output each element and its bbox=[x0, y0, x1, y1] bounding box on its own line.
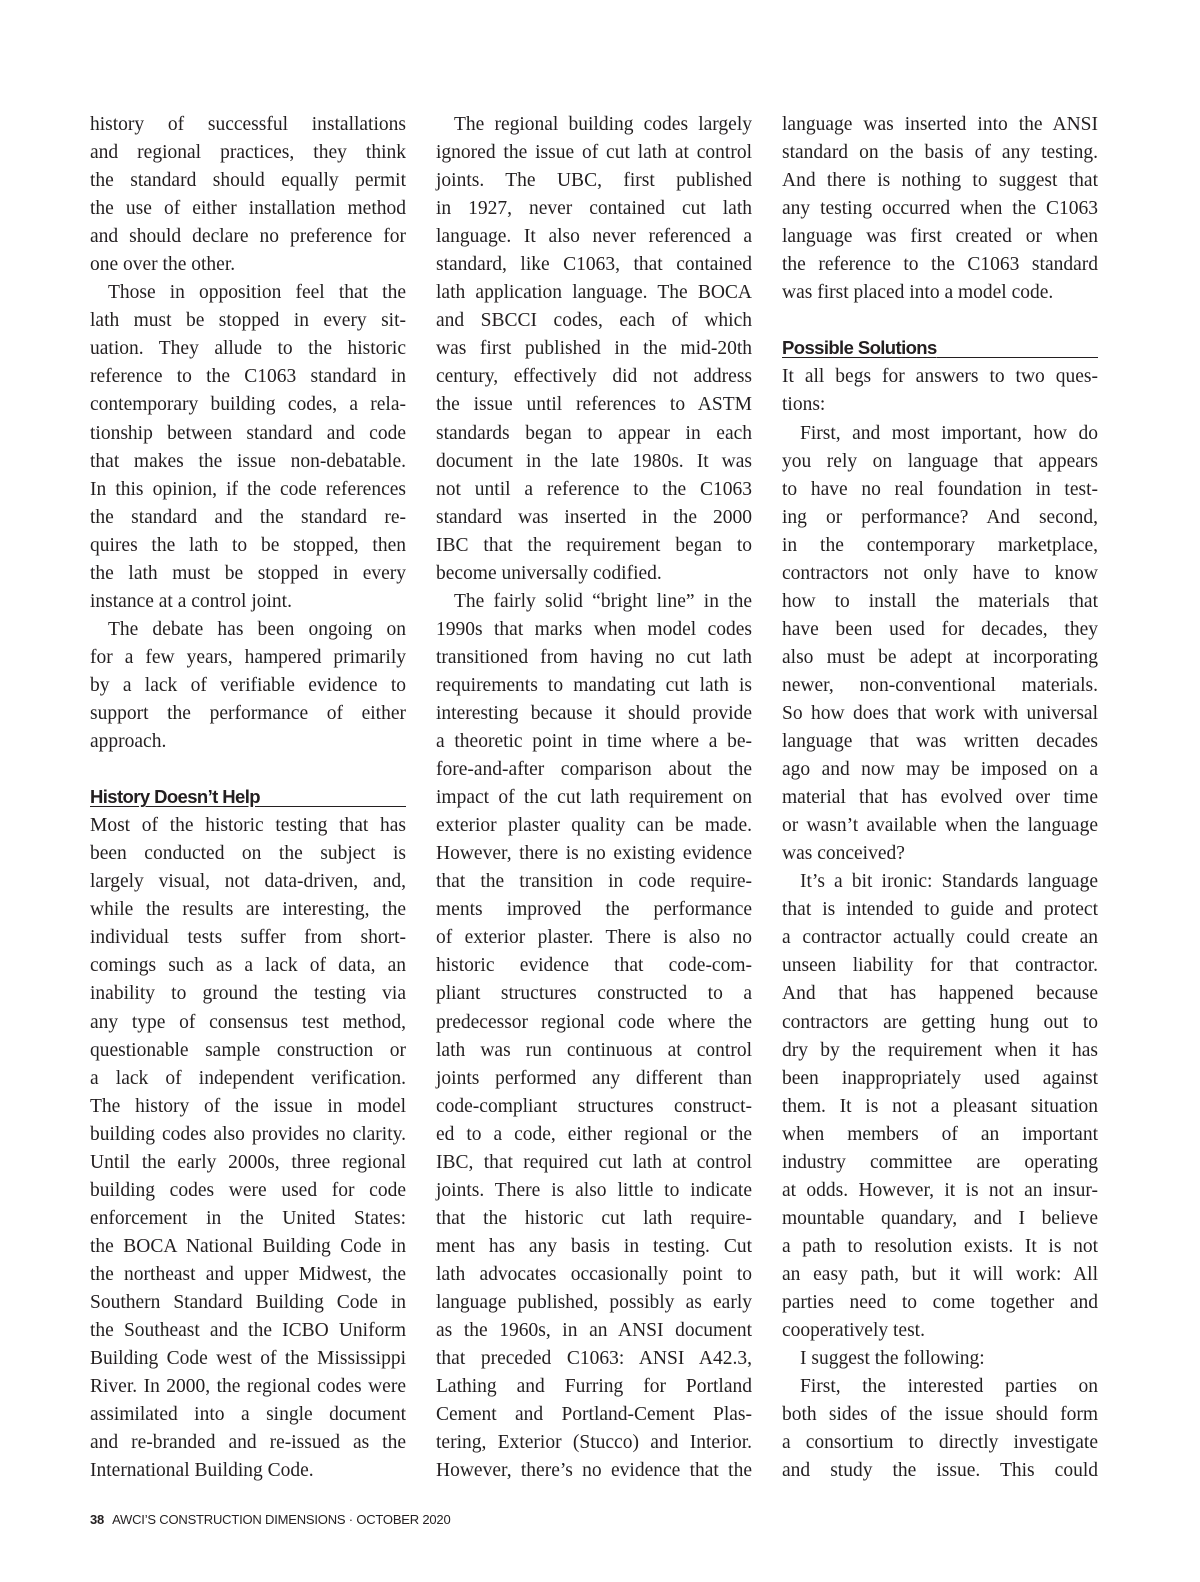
text-line bbox=[436, 448, 752, 476]
text-line bbox=[436, 644, 752, 672]
text-line-content: contemporary building codes, a rela- bbox=[90, 394, 406, 416]
text-line bbox=[436, 1317, 752, 1345]
text-line bbox=[436, 195, 752, 223]
text-line-content: Until the early 2000s, three regional bbox=[90, 1151, 406, 1173]
text-line bbox=[90, 1401, 406, 1429]
text-line bbox=[436, 1065, 752, 1093]
text-line bbox=[782, 139, 1098, 167]
text-line-content: cooperatively test. bbox=[782, 1320, 925, 1342]
text-line-content: was conceived? bbox=[782, 843, 905, 865]
text-line bbox=[436, 980, 752, 1008]
text-line-content: First, the interested parties on bbox=[800, 1376, 1098, 1398]
text-line bbox=[436, 672, 752, 700]
text-line bbox=[436, 420, 752, 448]
text-column-1 bbox=[90, 111, 406, 1485]
text-line bbox=[90, 223, 406, 251]
text-line bbox=[436, 1429, 752, 1457]
text-line-content: the lath must be stopped in every bbox=[90, 562, 406, 584]
text-line bbox=[436, 1009, 752, 1037]
text-line-content: in 1927, never contained cut lath bbox=[436, 198, 752, 220]
text-line bbox=[90, 1205, 406, 1233]
text-line bbox=[90, 896, 406, 924]
text-line-content: that is intended to guide and protect bbox=[782, 899, 1098, 921]
text-line bbox=[436, 307, 752, 335]
text-line bbox=[436, 784, 752, 812]
text-line-content: history of successful installations bbox=[90, 114, 406, 135]
text-line bbox=[436, 560, 752, 588]
text-line-content: industry committee are operating bbox=[782, 1151, 1098, 1173]
text-line bbox=[782, 616, 1098, 644]
text-line-content: joints performed any different than bbox=[436, 1067, 752, 1089]
text-line-content: joints. There is also little to indicate bbox=[436, 1179, 752, 1201]
text-line-content: individual tests suffer from short- bbox=[90, 927, 406, 949]
text-line bbox=[782, 644, 1098, 672]
text-line-content: requirements to mandating cut lath is bbox=[436, 674, 752, 696]
text-line-content: language. It also never referenced a bbox=[436, 226, 752, 248]
text-line bbox=[90, 1177, 406, 1205]
text-line bbox=[782, 111, 1098, 139]
text-line-content: become universally codified. bbox=[436, 562, 662, 584]
text-line-content: have been used for decades, they bbox=[782, 618, 1098, 640]
text-line-content: one over the other. bbox=[90, 254, 236, 276]
text-line-content: ments improved the performance bbox=[436, 899, 752, 921]
text-line-content: the issue until references to ASTM bbox=[436, 394, 752, 416]
text-line-content: instance at a control joint. bbox=[90, 590, 292, 612]
text-line-content: the standard should equally permit bbox=[90, 170, 406, 192]
text-line bbox=[436, 391, 752, 419]
text-line-content: interesting because it should provide bbox=[436, 702, 752, 724]
text-line bbox=[90, 1093, 406, 1121]
text-line bbox=[782, 1373, 1098, 1401]
text-line-content: assimilated into a single document bbox=[90, 1404, 406, 1426]
text-column-2 bbox=[436, 111, 752, 1485]
text-line-content: while the results are interesting, the bbox=[90, 899, 406, 921]
text-line-content: the Southeast and the ICBO Uniform bbox=[90, 1320, 406, 1342]
text-line-content: an easy path, but it will work: All bbox=[782, 1263, 1098, 1285]
text-line-content: lath was run continuous at control bbox=[436, 1039, 752, 1061]
text-line bbox=[90, 1345, 406, 1373]
text-line bbox=[436, 1457, 752, 1485]
text-line-content: Southern Standard Building Code in bbox=[90, 1291, 406, 1313]
text-line-content: as the 1960s, in an ANSI document bbox=[436, 1320, 752, 1342]
text-line-content: code-compliant structures construct- bbox=[436, 1095, 752, 1117]
text-line-content: tering, Exterior (Stucco) and Interior. bbox=[436, 1432, 752, 1454]
text-line bbox=[782, 588, 1098, 616]
text-line bbox=[782, 1065, 1098, 1093]
text-line bbox=[782, 1401, 1098, 1429]
text-line bbox=[90, 279, 406, 307]
text-line bbox=[436, 756, 752, 784]
text-line bbox=[90, 307, 406, 335]
text-line-content: material that has evolved over time bbox=[782, 787, 1098, 809]
text-line-content: enforcement in the United States: bbox=[90, 1207, 406, 1229]
text-line-content: when members of an important bbox=[782, 1123, 1098, 1145]
text-line bbox=[782, 448, 1098, 476]
text-line bbox=[782, 700, 1098, 728]
text-line-content: was first published in the mid-20th bbox=[436, 338, 752, 360]
text-line bbox=[782, 672, 1098, 700]
text-line-content: dry by the requirement when it has bbox=[782, 1039, 1098, 1061]
text-line-content: contractors are getting hung out to bbox=[782, 1011, 1098, 1033]
text-line-content: standard on the basis of any testing. bbox=[782, 142, 1098, 164]
text-line-content: inability to ground the testing via bbox=[90, 983, 406, 1005]
text-line bbox=[436, 504, 752, 532]
text-line-content: comings such as a lack of data, an bbox=[90, 955, 406, 977]
text-line bbox=[90, 1317, 406, 1345]
text-line bbox=[436, 1121, 752, 1149]
text-line-content: that preceded C1063: ANSI A42.3, bbox=[436, 1348, 752, 1370]
text-line-content: ignored the issue of cut lath at control bbox=[436, 142, 752, 164]
text-line bbox=[90, 1373, 406, 1401]
text-line bbox=[436, 868, 752, 896]
text-line-content: It all begs for answers to two ques- bbox=[782, 366, 1098, 388]
text-line bbox=[782, 391, 1098, 419]
text-line bbox=[782, 896, 1098, 924]
text-line bbox=[90, 448, 406, 476]
text-line bbox=[90, 1261, 406, 1289]
text-line-content: building codes also provides no clarity. bbox=[90, 1123, 406, 1145]
text-line-content: impact of the cut lath requirement on bbox=[436, 787, 752, 809]
text-line-content: standards began to appear in each bbox=[436, 422, 752, 444]
text-line bbox=[782, 476, 1098, 504]
text-line-content: standard, like C1063, that contained bbox=[436, 254, 752, 276]
text-line bbox=[90, 644, 406, 672]
text-line bbox=[436, 952, 752, 980]
text-line bbox=[782, 1261, 1098, 1289]
text-line-content: how to install the materials that bbox=[782, 590, 1098, 612]
text-line bbox=[90, 532, 406, 560]
text-line bbox=[436, 223, 752, 251]
section-heading bbox=[90, 784, 406, 812]
text-line bbox=[782, 868, 1098, 896]
text-line-content: parties need to come together and bbox=[782, 1291, 1098, 1313]
text-line-content: that makes the issue non-debatable. bbox=[90, 450, 406, 472]
text-line-content: exterior plaster quality can be made. bbox=[436, 815, 752, 837]
text-line-content: lath advocates occasionally point to bbox=[436, 1263, 752, 1285]
text-line-content: Cement and Portland-Cement Plas- bbox=[436, 1404, 752, 1426]
text-line bbox=[90, 840, 406, 868]
text-line-content: and regional practices, they think bbox=[90, 142, 406, 164]
text-line-content: by a lack of verifiable evidence to bbox=[90, 674, 406, 696]
text-line bbox=[436, 139, 752, 167]
text-line bbox=[90, 924, 406, 952]
text-line bbox=[782, 812, 1098, 840]
text-line-content: I suggest the following: bbox=[800, 1348, 985, 1370]
text-line bbox=[436, 700, 752, 728]
page-footer bbox=[90, 1512, 451, 1527]
text-line bbox=[436, 1345, 752, 1373]
text-line-content: the reference to the C1063 standard bbox=[782, 254, 1098, 276]
text-line-content: lath application language. The BOCA bbox=[436, 282, 752, 304]
text-line bbox=[782, 980, 1098, 1008]
text-line-content: any testing occurred when the C1063 bbox=[782, 198, 1098, 220]
text-line-content: IBC, that required cut lath at control bbox=[436, 1151, 752, 1173]
blank-line bbox=[90, 756, 406, 784]
text-line bbox=[436, 728, 752, 756]
text-line bbox=[436, 616, 752, 644]
text-line bbox=[90, 1121, 406, 1149]
text-line-content: However, there’s no evidence that the bbox=[436, 1460, 752, 1482]
text-line bbox=[782, 195, 1098, 223]
text-line-content: the use of either installation method bbox=[90, 198, 406, 220]
text-line bbox=[782, 532, 1098, 560]
text-line bbox=[782, 756, 1098, 784]
text-line-content: the standard and the standard re- bbox=[90, 506, 406, 528]
text-line bbox=[782, 1037, 1098, 1065]
text-line-content: And that has happened because bbox=[782, 983, 1098, 1005]
text-line-content: ago and now may be imposed on a bbox=[782, 759, 1098, 781]
text-line bbox=[90, 980, 406, 1008]
text-line-content: pliant structures constructed to a bbox=[436, 983, 752, 1005]
text-line bbox=[782, 279, 1098, 307]
text-line-content: predecessor regional code where the bbox=[436, 1011, 752, 1033]
text-line-content: The debate has been ongoing on bbox=[108, 618, 406, 640]
text-line bbox=[90, 560, 406, 588]
publication-info: AWCI’S CONSTRUCTION DIMENSIONS · OCTOBER 2020 bbox=[112, 1512, 451, 1527]
text-line bbox=[782, 363, 1098, 391]
text-line-content: also must be adept at incorporating bbox=[782, 646, 1098, 668]
text-line bbox=[782, 1317, 1098, 1345]
text-line-content: First, and most important, how do bbox=[800, 422, 1098, 444]
text-line bbox=[436, 251, 752, 279]
text-line-content: been inappropriately used against bbox=[782, 1067, 1098, 1089]
text-line bbox=[90, 476, 406, 504]
text-line-content: lath must be stopped in every sit- bbox=[90, 310, 406, 332]
text-line bbox=[782, 1289, 1098, 1317]
text-line-content: IBC that the requirement began to bbox=[436, 534, 752, 556]
text-line-content: mountable quandary, and I believe bbox=[782, 1207, 1098, 1229]
text-line bbox=[782, 504, 1098, 532]
text-line-content: that the transition in code require- bbox=[436, 871, 752, 893]
text-line bbox=[782, 1457, 1098, 1485]
text-line-content: in the contemporary marketplace, bbox=[782, 534, 1098, 556]
text-line-content: the BOCA National Building Code in bbox=[90, 1235, 406, 1257]
text-line-content: the northeast and upper Midwest, the bbox=[90, 1263, 406, 1285]
text-line-content: to have no real foundation in test- bbox=[782, 478, 1098, 500]
text-line bbox=[436, 363, 752, 391]
text-line bbox=[782, 1177, 1098, 1205]
text-line-content: language that was written decades bbox=[782, 731, 1098, 753]
text-line bbox=[782, 840, 1098, 868]
text-line-content: In this opinion, if the code references bbox=[90, 478, 406, 500]
text-line bbox=[782, 1121, 1098, 1149]
text-line-content: a contractor actually could create an bbox=[782, 927, 1098, 949]
text-line-content: newer, non-conventional materials. bbox=[782, 674, 1098, 696]
text-line-content: Most of the historic testing that has bbox=[90, 815, 406, 837]
text-line bbox=[90, 139, 406, 167]
text-line-content: It’s a bit ironic: Standards language bbox=[800, 871, 1098, 893]
text-line-content: tions: bbox=[782, 394, 826, 416]
text-line bbox=[90, 167, 406, 195]
section-heading-text: History Doesn’t Help bbox=[90, 786, 260, 808]
text-line bbox=[436, 1177, 752, 1205]
section-heading-text: Possible Solutions bbox=[782, 337, 937, 359]
text-line bbox=[782, 223, 1098, 251]
text-line bbox=[436, 1289, 752, 1317]
text-line-content: 1990s that marks when model codes bbox=[436, 618, 752, 640]
text-line bbox=[90, 616, 406, 644]
text-line bbox=[782, 1093, 1098, 1121]
text-line-content: ment has any basis in testing. Cut bbox=[436, 1235, 752, 1257]
text-line-content: document in the late 1980s. It was bbox=[436, 450, 752, 472]
text-line-content: International Building Code. bbox=[90, 1460, 314, 1482]
text-line bbox=[436, 167, 752, 195]
text-line-content: language was first created or when bbox=[782, 226, 1098, 248]
text-line-content: them. It is not a pleasant situation bbox=[782, 1095, 1098, 1117]
text-line bbox=[436, 111, 752, 139]
text-line-content: questionable sample construction or bbox=[90, 1039, 406, 1061]
text-line-content: Building Code west of the Mississippi bbox=[90, 1348, 406, 1370]
text-line bbox=[90, 195, 406, 223]
text-line bbox=[90, 1065, 406, 1093]
text-line bbox=[782, 924, 1098, 952]
text-line-content: and study the issue. This could bbox=[782, 1460, 1098, 1482]
text-line-content: of exterior plaster. There is also no bbox=[436, 927, 752, 949]
text-line bbox=[782, 1429, 1098, 1457]
text-line bbox=[436, 1233, 752, 1261]
text-line-content: quires the lath to be stopped, then bbox=[90, 534, 406, 556]
text-line-content: And there is nothing to suggest that bbox=[782, 170, 1098, 192]
text-line bbox=[436, 476, 752, 504]
text-line bbox=[782, 560, 1098, 588]
text-line bbox=[90, 952, 406, 980]
page-number: 38 bbox=[90, 1512, 105, 1527]
text-line bbox=[436, 924, 752, 952]
text-line bbox=[782, 420, 1098, 448]
text-line-content: a consortium to directly investigate bbox=[782, 1432, 1098, 1454]
text-line-content: The fairly solid “bright line” in the bbox=[454, 590, 752, 612]
text-line bbox=[90, 868, 406, 896]
text-line-content: at odds. However, it is not an insur- bbox=[782, 1179, 1098, 1201]
text-line bbox=[436, 896, 752, 924]
text-line-content: ing or performance? And second, bbox=[782, 506, 1098, 528]
text-line-content: fore-and-after comparison about the bbox=[436, 759, 752, 781]
text-line bbox=[436, 1401, 752, 1429]
text-line-content: century, effectively did not address bbox=[436, 366, 752, 388]
text-line-content: for a few years, hampered primarily bbox=[90, 646, 406, 668]
text-column-3 bbox=[782, 111, 1098, 1485]
text-line-content: been conducted on the subject is bbox=[90, 843, 406, 865]
text-line-content: language was inserted into the ANSI bbox=[782, 114, 1098, 135]
text-line bbox=[90, 1289, 406, 1317]
text-line-content: contractors not only have to know bbox=[782, 562, 1098, 584]
text-line bbox=[436, 1093, 752, 1121]
text-line bbox=[782, 1205, 1098, 1233]
text-line-content: approach. bbox=[90, 731, 167, 753]
text-line bbox=[90, 700, 406, 728]
text-line bbox=[90, 672, 406, 700]
text-line bbox=[782, 784, 1098, 812]
text-line bbox=[436, 588, 752, 616]
text-line bbox=[782, 1149, 1098, 1177]
text-line-content: a lack of independent verification. bbox=[90, 1067, 406, 1089]
text-line-content: a path to resolution exists. It is not bbox=[782, 1235, 1098, 1257]
text-line-content: The history of the issue in model bbox=[90, 1095, 406, 1117]
text-line bbox=[90, 812, 406, 840]
text-line bbox=[782, 1233, 1098, 1261]
text-line bbox=[782, 251, 1098, 279]
text-line-content: The regional building codes largely bbox=[454, 114, 752, 135]
text-line-content: and SBCCI codes, each of which bbox=[436, 310, 752, 332]
text-line bbox=[90, 1429, 406, 1457]
text-line bbox=[436, 1261, 752, 1289]
text-line-content: ed to a code, either regional or the bbox=[436, 1123, 752, 1145]
text-line bbox=[436, 532, 752, 560]
text-line bbox=[90, 251, 406, 279]
text-line bbox=[90, 588, 406, 616]
text-line-content: historic evidence that code-com- bbox=[436, 955, 752, 977]
text-line-content: building codes were used for code bbox=[90, 1179, 406, 1201]
text-line bbox=[782, 167, 1098, 195]
text-line-content: not until a reference to the C1063 bbox=[436, 478, 752, 500]
text-line bbox=[90, 391, 406, 419]
text-line-content: any type of consensus test method, bbox=[90, 1011, 406, 1033]
text-line-content: transitioned from having no cut lath bbox=[436, 646, 752, 668]
text-line bbox=[90, 504, 406, 532]
text-line-content: or wasn’t available when the language bbox=[782, 815, 1098, 837]
text-line bbox=[782, 952, 1098, 980]
text-line-content: River. In 2000, the regional codes were bbox=[90, 1376, 406, 1398]
text-line bbox=[436, 279, 752, 307]
text-line-content: So how does that work with universal bbox=[782, 702, 1098, 724]
text-line-content: However, there is no existing evidence bbox=[436, 843, 752, 865]
text-line-content: tionship between standard and code bbox=[90, 422, 406, 444]
text-line bbox=[90, 1149, 406, 1177]
text-line-content: uation. They allude to the historic bbox=[90, 338, 406, 360]
text-line-content: support the performance of either bbox=[90, 702, 406, 724]
text-line-content: joints. The UBC, first published bbox=[436, 170, 752, 192]
text-line bbox=[436, 335, 752, 363]
text-line-content: unseen liability for that contractor. bbox=[782, 955, 1098, 977]
text-line-content: language published, possibly as early bbox=[436, 1291, 752, 1313]
text-line bbox=[436, 1205, 752, 1233]
text-line-content: both sides of the issue should form bbox=[782, 1404, 1098, 1426]
text-line bbox=[436, 1373, 752, 1401]
text-line-content: largely visual, not data-driven, and, bbox=[90, 871, 406, 893]
text-line bbox=[90, 1009, 406, 1037]
text-line bbox=[90, 335, 406, 363]
text-line bbox=[782, 728, 1098, 756]
text-line bbox=[782, 1345, 1098, 1373]
text-line bbox=[436, 812, 752, 840]
section-heading bbox=[782, 335, 1098, 363]
text-line-content: Those in opposition feel that the bbox=[108, 282, 406, 304]
text-line-content: that the historic cut lath require- bbox=[436, 1207, 752, 1229]
text-line bbox=[90, 363, 406, 391]
text-line-content: you rely on language that appears bbox=[782, 450, 1098, 472]
text-line bbox=[436, 1037, 752, 1065]
text-line bbox=[90, 728, 406, 756]
text-line bbox=[90, 111, 406, 139]
text-line-content: standard was inserted in the 2000 bbox=[436, 506, 752, 528]
text-line bbox=[90, 420, 406, 448]
text-line bbox=[90, 1233, 406, 1261]
blank-line bbox=[782, 307, 1098, 335]
text-line bbox=[782, 1009, 1098, 1037]
text-line-content: reference to the C1063 standard in bbox=[90, 366, 406, 388]
text-line-content: and re-branded and re-issued as the bbox=[90, 1432, 406, 1454]
text-line-content: Lathing and Furring for Portland bbox=[436, 1376, 752, 1398]
text-line-content: and should declare no preference for bbox=[90, 226, 406, 248]
text-line-content: was first placed into a model code. bbox=[782, 282, 1054, 304]
text-line bbox=[90, 1037, 406, 1065]
text-line-content: a theoretic point in time where a be- bbox=[436, 731, 752, 753]
text-line bbox=[90, 1457, 406, 1485]
text-line bbox=[436, 1149, 752, 1177]
text-line bbox=[436, 840, 752, 868]
